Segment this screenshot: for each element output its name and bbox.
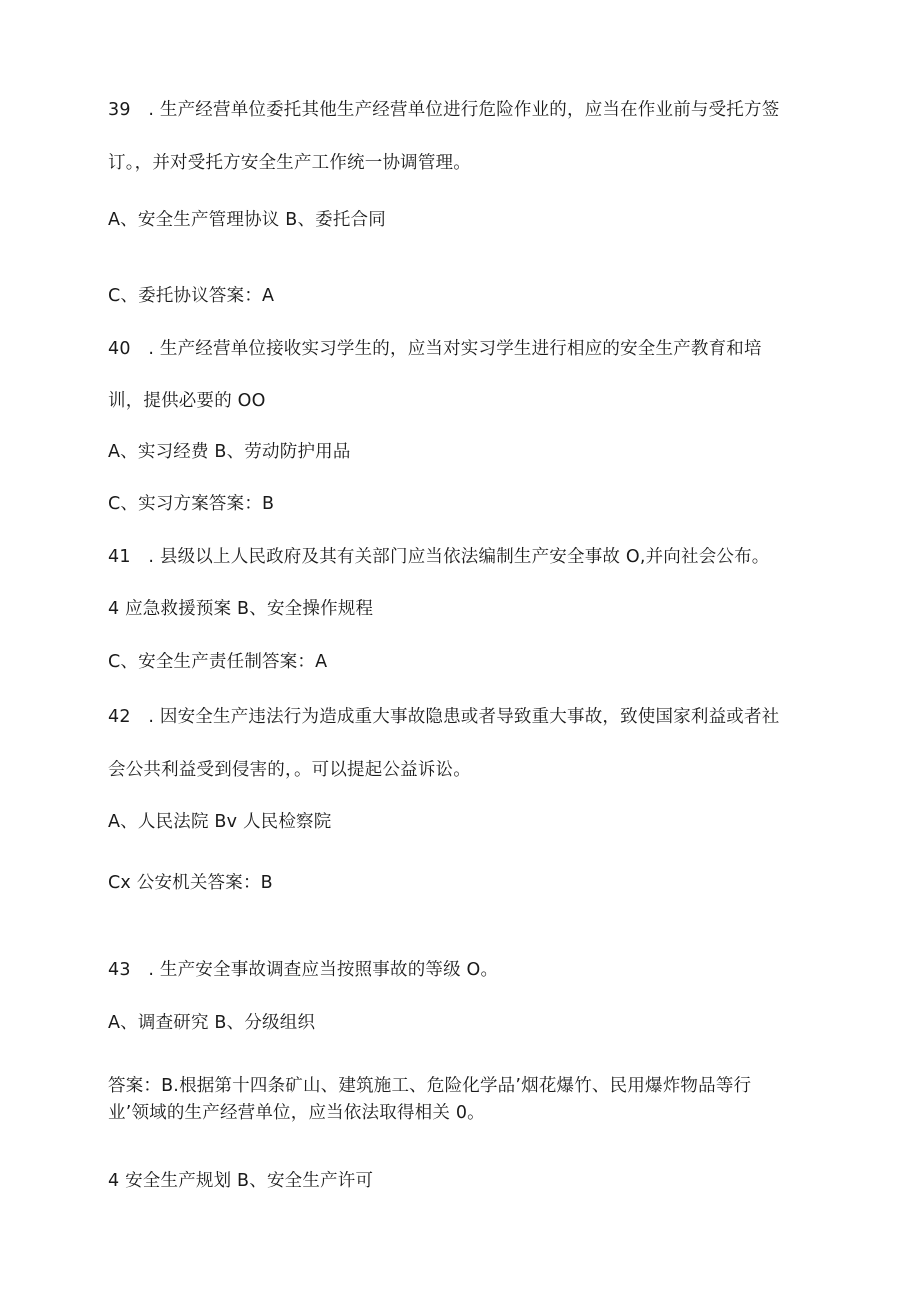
q39-stem-line1: 39 . 生产经营单位委托其他生产经营单位进行危险作业的，应当在作业前与受托方签 (108, 100, 780, 120)
q40-stem-line1: 40 . 生产经营单位接收实习学生的，应当对实习学生进行相应的安全生产教育和培 (108, 339, 762, 359)
q40-stem-line2: 训，提供必要的 OO (108, 391, 266, 411)
q42-stem-line2: 会公共利益受到侵害的，。可以提起公益诉讼。 (108, 760, 471, 780)
q40-options-ab: A、实习经费 B、劳动防护用品 (108, 442, 351, 462)
q42-options-ab: A、人民法院 Bv 人民检察院 (108, 812, 332, 832)
q41-options-ab: 4 应急救援预案 B、安全操作规程 (108, 599, 374, 619)
q39-option-c-answer: C、委托协议答案：A (108, 286, 275, 306)
q40-option-c-answer: C、实习方案答案：B (108, 494, 275, 514)
q42-option-c-answer: Cx 公安机关答案：B (108, 873, 273, 893)
q42-stem-line1: 42 . 因安全生产违法行为造成重大事故隐患或者导致重大事故，致使国家利益或者社 (108, 707, 780, 727)
q39-options-ab: A、安全生产管理协议 B、委托合同 (108, 210, 386, 230)
q43-stem: 43 . 生产安全事故调查应当按照事故的等级 O。 (108, 960, 499, 980)
q41-stem: 41 . 县级以上人民政府及其有关部门应当依法编制生产安全事故 O,并向社会公布。 (108, 547, 770, 567)
q41-option-c-answer: C、安全生产责任制答案：A (108, 652, 328, 672)
q44-options-ab: 4 安全生产规划 B、安全生产许可 (108, 1171, 374, 1191)
q39-stem-line2: 订。，并对受托方安全生产工作统一协调管理。 (108, 153, 471, 173)
q43-answer-q44-stem-line1: 答案：B.根据第十四条矿山、建筑施工、危险化学品’烟花爆竹、民用爆炸物品等行 (108, 1076, 752, 1096)
q44-stem-line2: 业’领域的生产经营单位，应当依法取得相关 0。 (108, 1103, 485, 1123)
q43-options-ab: A、调查研究 B、分级组织 (108, 1013, 316, 1033)
